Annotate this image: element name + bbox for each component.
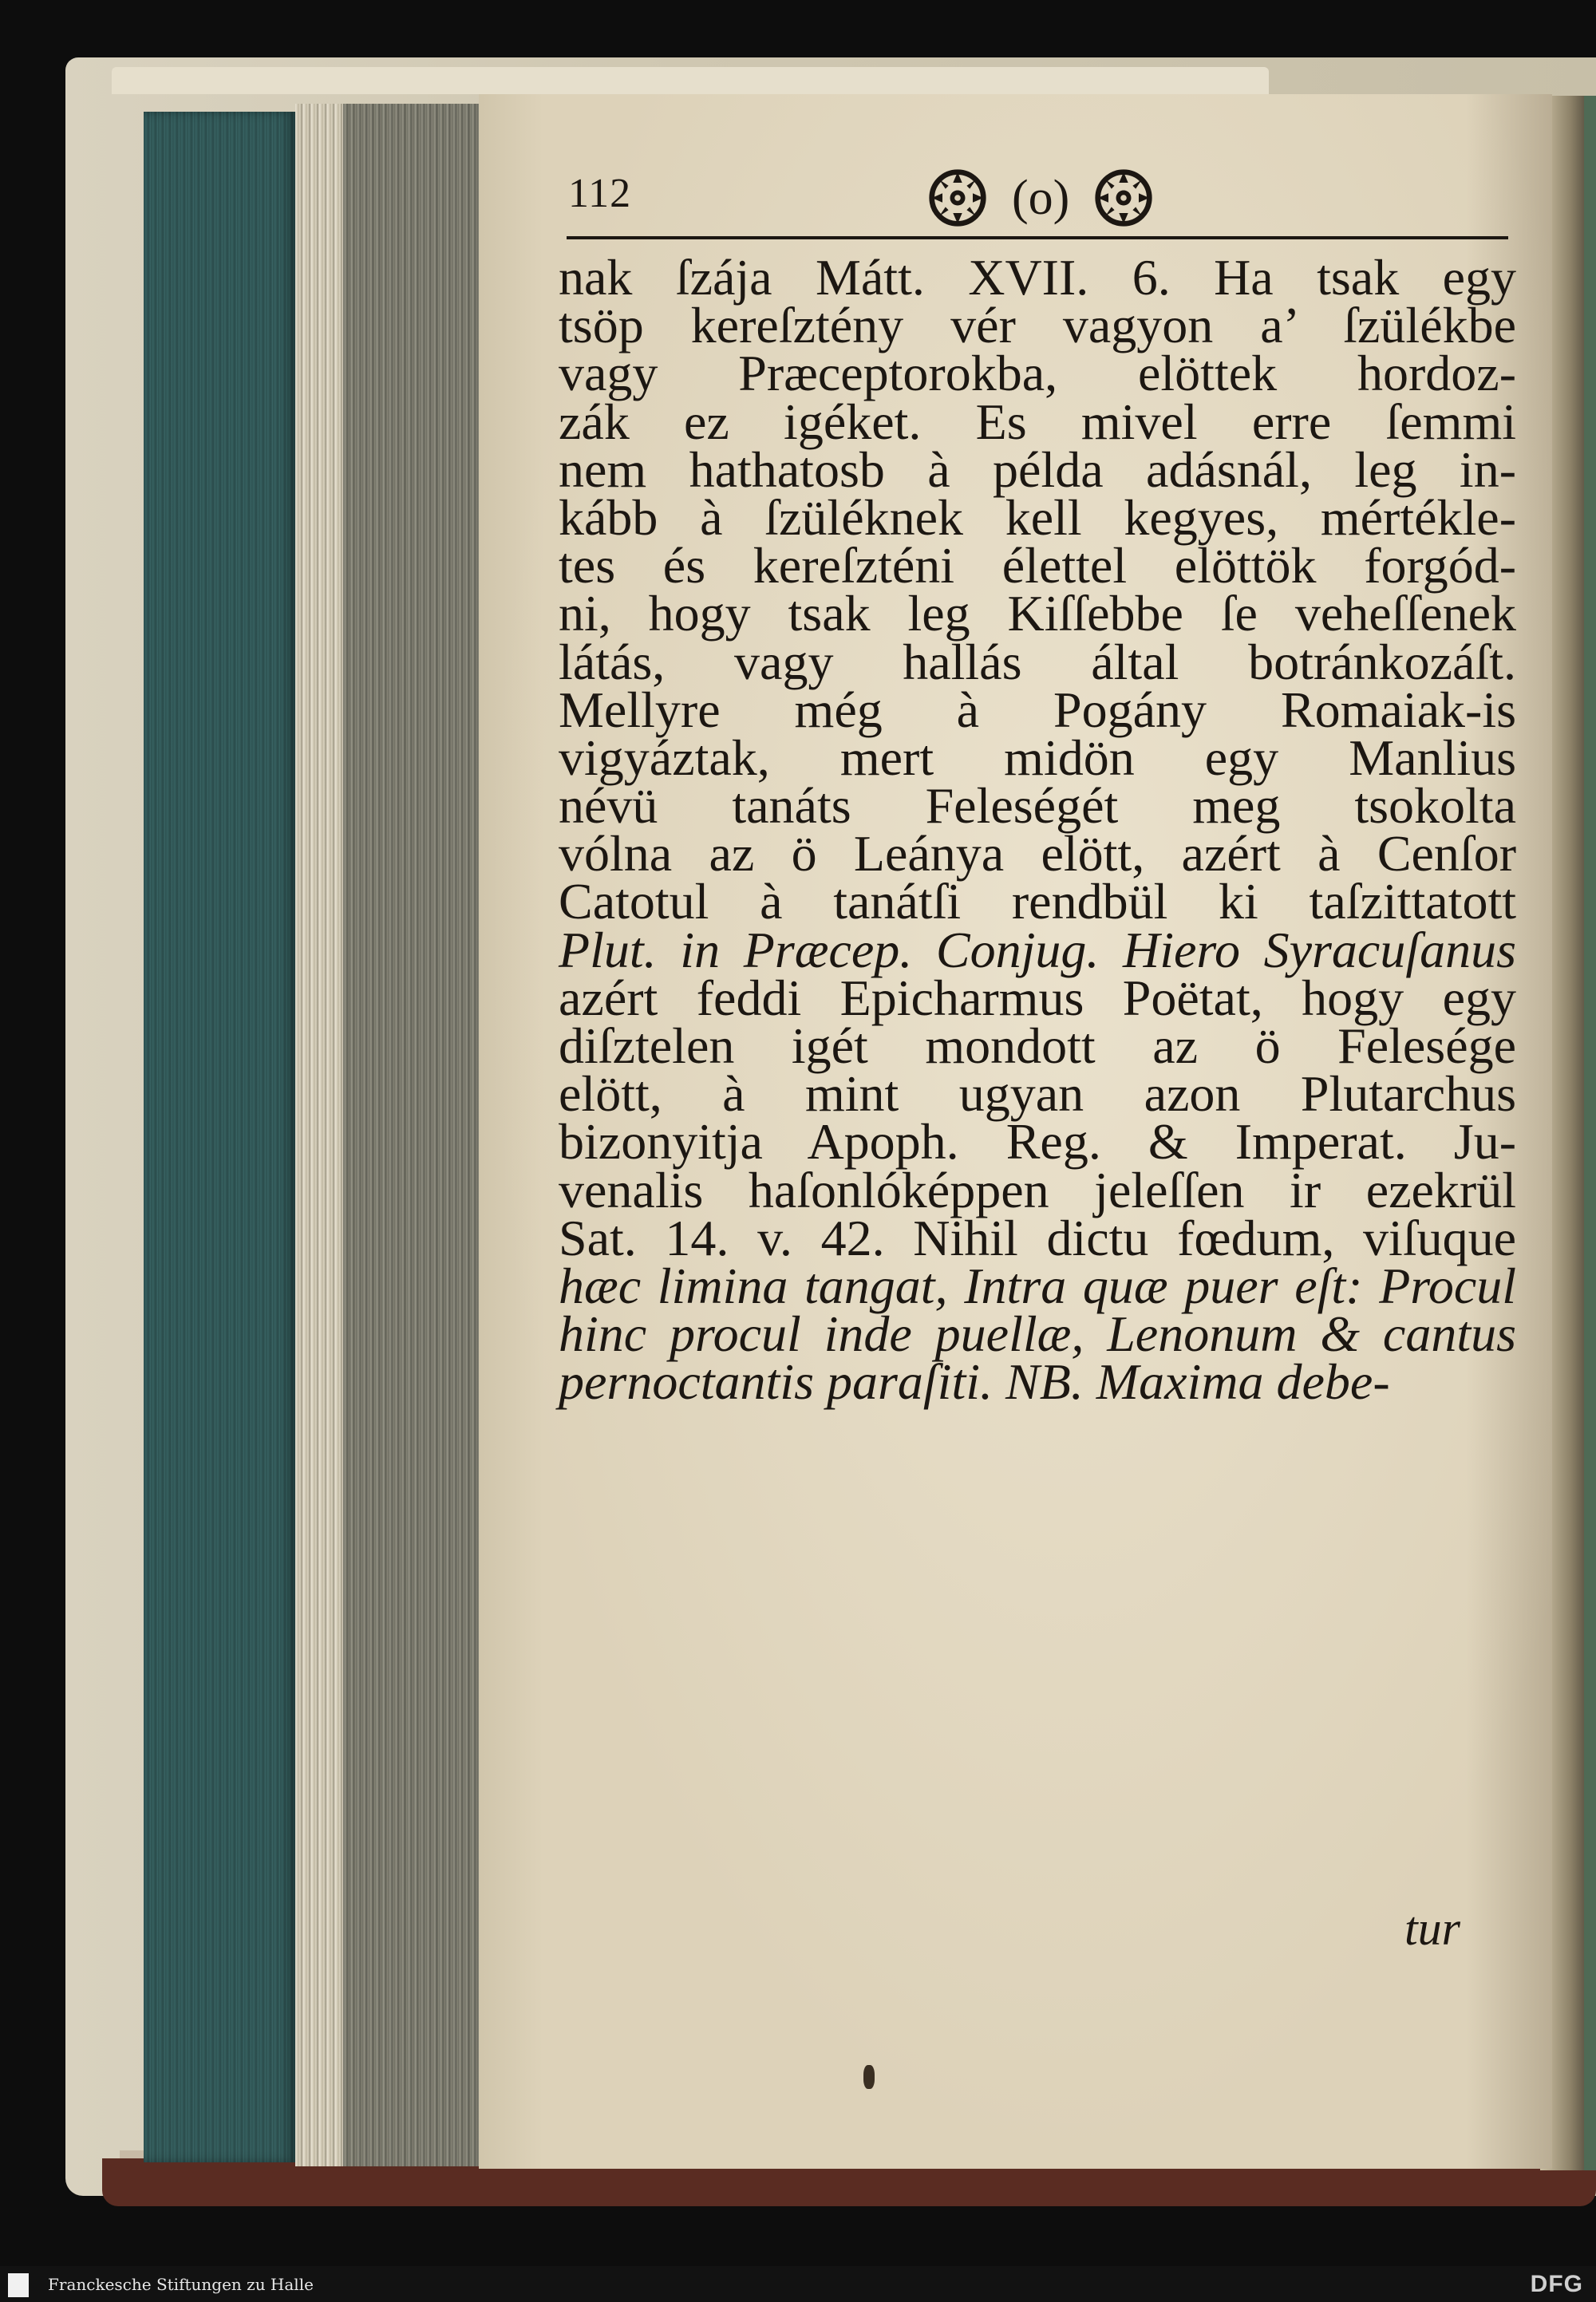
book-page xyxy=(479,94,1552,2169)
ornament-center: (o) xyxy=(1012,170,1070,225)
catchword: tur xyxy=(1404,1902,1461,1955)
rosette-right-icon xyxy=(1093,168,1154,228)
book-fore-edge xyxy=(144,112,295,2162)
text-line: nak ſzája Mátt. XVII. 6. Ha tsak egy xyxy=(559,249,1516,306)
header-rule xyxy=(567,236,1508,239)
text-line: kább à ſzüléknek kell kegyes, mértékle- xyxy=(559,488,1516,546)
institution-name: Franckesche Stiftungen zu Halle xyxy=(48,2275,314,2294)
text-line: elött, à mint ugyan azon Plutarchus xyxy=(559,1065,1516,1123)
text-line: bizonyitja Apoph. Reg. & Imperat. Ju- xyxy=(559,1113,1516,1171)
text-line: Sat. 14. v. 42. Nihil dictu fœdum, viſuque xyxy=(559,1209,1516,1266)
text-line: Mellyre még à Pogány Romaiak-is xyxy=(559,681,1516,738)
header-ornament xyxy=(927,168,1154,228)
text-line: vigyáztak, mert midön egy Manlius xyxy=(559,729,1516,786)
text-line: diſztelen igét mondott az ö Felesége xyxy=(559,1017,1516,1074)
text-line: venalis haſonlóképpen jeleſſen ir ezekrül xyxy=(559,1161,1516,1218)
text-line: névü tanáts Feleségét meg tsokolta xyxy=(559,777,1516,835)
text-line: zák ez igéket. Es mivel erre ſemmi xyxy=(559,393,1516,450)
text-line: hæc limina tangat, Intra quæ puer eſt: Procul xyxy=(559,1257,1516,1314)
dfg-logo: DFG xyxy=(1530,2271,1583,2297)
institution-logo-icon xyxy=(8,2273,29,2297)
text-line: vagy Præceptorokba, elöttek hordoz- xyxy=(559,345,1516,402)
text-line: látás, vagy hallás által botránkozáſt. xyxy=(559,633,1516,690)
text-line: tsöp kereſztény vér vagyon a’ ſzülékbe xyxy=(559,297,1516,354)
text-line: azért feddi Epicharmus Poëtat, hogy egy xyxy=(559,969,1516,1026)
cover-top-edge xyxy=(112,67,1269,94)
text-line: Catotul à tanátſi rendbül ki taſzittatott xyxy=(559,873,1516,930)
text-line: Plut. in Præcep. Conjug. Hiero Syracuſanus xyxy=(559,921,1516,978)
text-line: pernoctantis paraſiti. NB. Maxima debe- xyxy=(559,1353,1390,1411)
page-stack-shadow xyxy=(343,104,487,2166)
ink-blot xyxy=(863,2065,875,2089)
facing-page-edge xyxy=(1584,96,1596,2170)
page-number: 112 xyxy=(568,171,632,216)
text-line: tes és kereſzténi élettel elöttök forgód- xyxy=(559,537,1516,594)
text-line: ni, hogy tsak leg Kiſſebbe ſe veheſſenek xyxy=(559,585,1516,642)
text-line: nem hathatosb à példa adásnál, leg in- xyxy=(559,440,1516,498)
text-line: hinc procul inde puellæ, Lenonum & cantus xyxy=(559,1305,1516,1363)
rosette-left-icon xyxy=(927,168,988,228)
text-line: vólna az ö Leánya elött, azért à Cenſor xyxy=(559,825,1516,882)
body-text xyxy=(559,249,1516,1411)
